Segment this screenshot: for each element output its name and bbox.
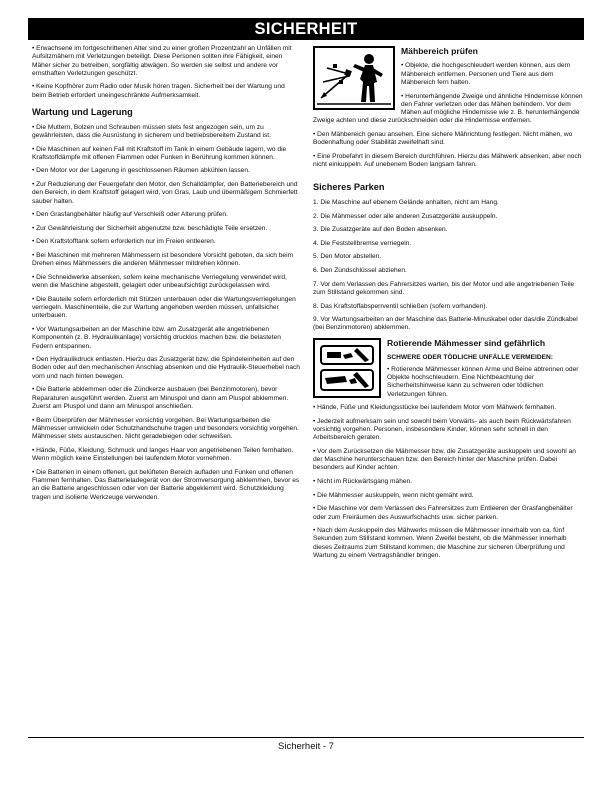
blade-item: • Die Maschine vor dem Verlassen des Fahrersitzes zum Entleeren der Grasfangbehälter oder zum Freiräumen des Auswurfschachts usw. sicher parken. <box>313 505 573 521</box>
parking-step: 3. Die Zusatzgeräte auf den Boden absenken. <box>313 226 448 234</box>
parking-step: 7. Vor dem Verlassen des Fahrersitzes warten, bis der Motor und alle angetriebenen Teile zum Stillstand gekommen sind. <box>313 280 575 296</box>
maintenance-item: • Die Bauteile sofern erforderlich mit Stützen unterbauen oder die Wartungsverriegelungen verriegeln. Maschinenteile, die zur Wartung angehoben werden müssen, unfallsicher unterbauen. <box>32 295 296 320</box>
section-heading-mowing-area: Mähbereich prüfen <box>401 46 478 56</box>
page-number: Sicherheit - 7 <box>278 741 334 752</box>
blade-item: • Hände, Füße und Kleidungsstücke bei laufendem Motor vom Mähwerk fernhalten. <box>313 404 557 412</box>
mowing-area-item: • Herunterhängende Zweige und ähnliche Hindernisse können den Fahrer verletzen oder das Mähen behindern. Vor dem Mähen auf mögliche Hindernisse wie z. B. herunterhängende Zweige achten und diese zurückschneiden oder die Hindernisse entfernen. <box>313 92 583 125</box>
maintenance-item: • Den Grasfangbehälter häufig auf Verschleiß oder Alterung prüfen. <box>32 211 228 219</box>
parking-step: 8. Das Kraftstoffabsperrventil schließen (sofern vorhanden). <box>313 302 488 310</box>
parking-step: 2. Die Mähmesser oder alle anderen Zusatzgeräte auskuppeln. <box>313 212 498 220</box>
mowing-area-item: • Den Mähbereich genau ansehen. Eine sichere Mährichtung festlegen. Nicht mähen, wo Bodenhaftung oder Stabilität zweifelhaft sind. <box>313 130 573 147</box>
blade-item: • Nicht im Rückwärtsgang mähen. <box>313 478 413 486</box>
maintenance-item: • Die Schneidwerke absenken, sofern keine mechanische Verriegelung verwendet wird, wenn die Maschine abgestellt, gelagert oder unbeaufsichtigt zurückgelassen wird. <box>32 273 287 290</box>
blade-item: • Nach dem Auskuppeln des Mähwerks müssen die Mähmesser innerhalb von ca. fünf Sekunden zum Stillstand kommen. Wenn Zweifel besteht, ob die Mähmesser innerhalb dieses Zeitraums zum Stillstand kommen, die Maschine zur sicheren Überprüfung und Wartung zu einem Vertragshändler bringen. <box>313 527 567 560</box>
maintenance-item: • Die Batterie abklemmen oder die Zündkerze ausbauen (bei Benzinmotoren), bevor Reparaturen ausgeführt werden. Zuerst am Minuspol und dann am Pluspol abklemmen. Zuerst am Pluspol und dann am Minuspol anschließen. <box>32 386 289 410</box>
mowing-area-item: • Objekte, die hochgeschleudert werden können, aus dem Mähbereich entfernen. Personen und Tiere aus dem Mähbereich fern halten. <box>401 62 571 86</box>
maintenance-item: • Zur Reduzierung der Feuergefahr den Motor, den Schalldämpfer, den Batteriebereich und den Bereich, in dem Kraftstoff gelagert wird, von Gras, Laub und übermäßigem Schmierfett sauber halten. <box>32 181 298 205</box>
mowing-area-item: • Eine Probefahrt in diesem Bereich durchführen. Hierzu das Mähwerk absenken, aber noch nicht einkuppeln. Auf unebenem Boden langsam fahren. <box>313 152 582 169</box>
footer-divider <box>28 737 584 738</box>
maintenance-item: • Vor Wartungsarbeiten an der Maschine bzw. am Zusatzgerät alle angetriebenen Komponenten (z. B. Hydraulikanlage) vorsichtig drucklos machen bzw. die belasteten Federn entspannen. <box>32 325 281 350</box>
parking-step: 1. Die Maschine auf ebenem Gelände anhalten, nicht am Hang. <box>313 199 499 207</box>
blade-item: • Die Mähmesser auskuppeln, wenn nicht gemäht wird. <box>313 491 474 499</box>
section-heading-rotating-blades: Rotierende Mähmesser sind gefährlich <box>387 338 546 348</box>
maintenance-item: • Den Hydraulikdruck entlasten. Hierzu das Zusatzgerät bzw. die Spindeleinheiten auf den Boden oder auf den mechanischen Anschlag absenken und die Hydraulik-Steuerhebel nach vorn und nach hinten bewegen. <box>32 356 300 380</box>
intro-paragraph: • Keine Kopfhörer zum Radio oder Musik hören tragen. Sicherheit bei der Wartung und beim Betrieb erfordert uneingeschränkte Aufmerksamkeit. <box>32 83 285 99</box>
thrown-objects-warning-icon <box>313 46 395 110</box>
danger-warning-text: SCHWERE ODER TÖDLICHE UNFÄLLE VERMEIDEN: <box>387 354 553 362</box>
parking-step: 9. Vor Wartungsarbeiten an der Maschine das Batterie-Minuskabel oder das/die Zündkabel (bei Benzinmotoren) abklemmen. <box>313 316 578 332</box>
maintenance-item: • Beim Überprüfen der Mähmesser vorsichtig vorgehen. Bei Wartungsarbeiten die Mähmesser umwickeln oder Schutzhandschuhe tragen und besonders vorsichtig vorgehen. Mähmesser stets austauschen. Nicht geradebiegen oder schweißen. <box>32 416 299 441</box>
parking-step: 6. Den Zündschlüssel abziehen. <box>313 267 407 275</box>
page-title: SICHERHEIT <box>28 18 584 40</box>
intro-paragraph: • Erwachsene im fortgeschrittenen Alter sind zu einer großen Prozentzahl an Unfällen mit Aufsitzmähern mit Verletzungen beteiligt. Diese Personen sollten ihre Fähigkeit, einen Mäher sicher zu betreiben, sorgfältig abwägen. So werden sie selbst und andere vor ernsthaften Verletzungen geschützt. <box>32 45 292 77</box>
maintenance-item: • Den Kraftstofftank sofern erforderlich nur im Freien entleeren. <box>32 238 216 246</box>
maintenance-item: • Die Batterien in einem offenen, gut belüfteten Bereich aufladen und Funken und offenen Flammen fernhalten. Das Batterieladegerät von der Stromversorgung abklemmen, bevor es an die Batterie angeschlossen oder von der Batterie abgeklemmt wird. Schutzkleidung tragen und isolierte Werkzeuge verwenden. <box>32 468 300 501</box>
mowing-area-warning <box>313 46 583 131</box>
section-heading-safe-parking: Sicheres Parken <box>313 182 385 193</box>
maintenance-item: • Zur Gewährleistung der Sicherheit abgenutzte bzw. beschädigte Teile ersetzen. <box>32 224 268 232</box>
blade-item: • Jederzeit aufmerksam sein und sowohl beim Vorwärts- als auch beim Rückwärtsfahren vorsichtig vorgehen. Personen, insbesondere Kinder, können sehr schnell in den Arbeitsbereich geraten. <box>313 417 571 442</box>
blade-item: • Vor dem Zurücksetzen die Mähmesser bzw. die Zusatzgeräte auskuppeln und sowohl an der Maschine herunterschauen bzw. den Bereich hinter der Maschine prüfen. Dabei besonders auf Kinder achten. <box>313 447 576 472</box>
maintenance-item: • Die Muttern, Bolzen und Schrauben müssen stets fest angezogen sein, um zu gewährleisten, dass die Ausrüstung in sicherem und betriebsbereitem Zustand ist. <box>32 123 271 139</box>
blade-item: • Rotierende Mähmesser können Arme und Beine abtrennen oder Objekte hochschleudern. Eine Nichtbeachtung der Sicherheitshinweise kann zu schweren oder tödlichen Verletzungen führen. <box>387 365 579 398</box>
maintenance-item: • Hände, Füße, Kleidung, Schmuck und langes Haar von angetriebenen Teilen fernhalten. Wenn möglich keine Einstellungen bei laufendem Motor vornehmen. <box>32 446 294 463</box>
blade-hazard-icon <box>313 338 381 398</box>
parking-step: 5. Den Motor abstellen. <box>313 253 382 261</box>
left-column <box>32 45 300 507</box>
maintenance-item: • Bei Maschinen mit mehreren Mähmessern ist besondere Vorsicht geboten, da sich beim Drehen eines Mähmessers die anderen Mähmesser mitdrehen können. <box>32 252 294 268</box>
right-column <box>313 45 583 566</box>
rotating-blades-warning <box>313 338 583 404</box>
section-heading-maintenance: Wartung und Lagerung <box>32 107 133 118</box>
maintenance-item: • Die Maschinen auf keinen Fall mit Kraftstoff im Tank in einem Gebäude lagern, wo die Kraftstoffdämpfe mit offenen Flammen oder Funken in Berührung kommen können. <box>32 145 287 161</box>
parking-step: 4. Die Feststellbremse verriegeln. <box>313 239 412 247</box>
maintenance-item: • Den Motor vor der Lagerung in geschlossenen Räumen abkühlen lassen. <box>32 167 250 175</box>
